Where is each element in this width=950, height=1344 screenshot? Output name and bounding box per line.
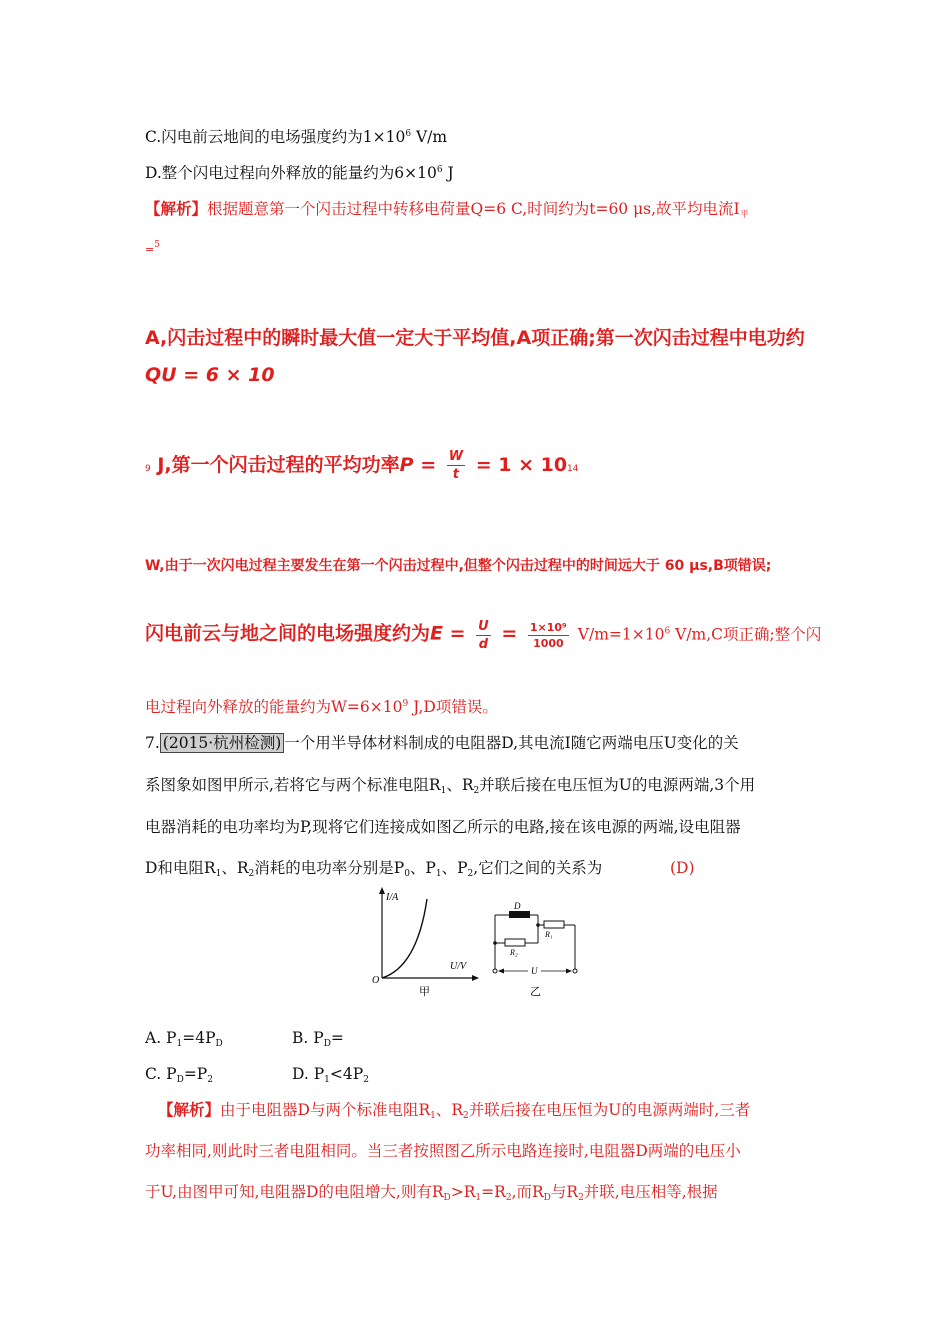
- analysis2-line-3: 于U,由图甲可知,电阻器D的电阻增大,则有$R_D>R_1=R_2$,而$R_D$与$R_2$并联,电压相等,根据: [145, 1183, 718, 1203]
- question-number: 7.: [145, 734, 160, 752]
- graph-caption: 甲: [419, 985, 430, 998]
- option-b: B. $P_D=$: [292, 1029, 344, 1049]
- graph-origin: O: [372, 975, 380, 986]
- source-tag: (2015·杭州检测): [160, 733, 284, 753]
- label-r2: R₂: [510, 948, 518, 957]
- option-c-previous: C.闪电前云地间的电场强度约为$1\times 10^6$ V/m: [145, 128, 448, 146]
- graph-x-label: U/V: [450, 961, 467, 972]
- analysis-continuation: =$^5$: [145, 240, 160, 256]
- formula-line-work-a: A,闪击过程中的瞬时最大值一定大于平均值,A项正确;第一次闪击过程中电功约: [145, 327, 805, 349]
- question-7-line-4: D和电阻$R_1$、$R_2$消耗的电功率分别是$P_0$、$P_1$、$P_2$,它们之间的关系为: [145, 859, 603, 879]
- graph-y-label: I/A: [386, 892, 399, 903]
- analysis-energy-line: 电过程向外释放的能量约为$W=6\times 10^9$ J,D项错误。: [145, 698, 498, 716]
- resistor-r1: [544, 921, 564, 928]
- figure-graph-and-circuit: [365, 885, 585, 1000]
- analysis-label: 【解析】: [145, 199, 208, 218]
- label-r1: R₁: [545, 930, 553, 939]
- option-d: D. $P_1<4P_2$: [292, 1065, 369, 1085]
- iv-graph: [372, 887, 479, 998]
- analysis2-line-1: 【解析】由于电阻器D与两个标准电阻$R_1$、$R_2$并联后接在电压恒为U的电源两端时,三者: [158, 1100, 751, 1121]
- label-d: D: [514, 901, 521, 911]
- option-d-previous: D.整个闪电过程向外释放的能量约为$6\times 10^6$ J: [145, 164, 454, 182]
- answer-label: (D): [670, 859, 695, 877]
- question-7-line-3: 电器消耗的电功率均为P,现将它们连接成如图乙所示的电路,接在该电源的两端,设电阻器: [145, 818, 741, 836]
- option-a: A. $P_1=4P_D$: [145, 1029, 223, 1049]
- analysis2-line-2: 功率相同,则此时三者电阻相同。当三者按照图乙所示电路连接时,电阻器D两端的电压小: [145, 1142, 741, 1160]
- question-7-line-1: 7. (2015·杭州检测) 一个用半导体材料制成的电阻器D,其电流I随它两端电压U变化的关: [145, 734, 739, 752]
- formula-line-power: 9 J,第一个闪击过程的平均功率P = $\frac{W}{t}$ = 1 × 1014: [145, 449, 579, 482]
- circuit-diagram: [493, 901, 577, 998]
- label-u: U: [531, 966, 538, 976]
- resistor-r2: [505, 939, 525, 946]
- component-d: [509, 911, 530, 918]
- option-c: C. $P_D=P_2$: [145, 1065, 213, 1085]
- circuit-caption: 乙: [530, 985, 541, 998]
- formula-line-b-error: W,由于一次闪电过程主要发生在第一个闪击过程中,但整个闪击过程中的时间远大于 60 μs,B项错误;: [145, 558, 772, 574]
- formula-line-field: 闪电前云与地之间的电场强度约为E = $\frac{U}{d}$ = $\frac{\text{1×10⁹}}{1000}$ $V/m=1\times 10^6$ V/m,C项正确;整个闪: [145, 619, 822, 652]
- question-7-line-2: 系图象如图甲所示,若将它与两个标准电阻$R_1$、$R_2$并联后接在电压恒为U的电源两端,3个用: [145, 776, 756, 796]
- analysis-label: 【解析】: [158, 1100, 221, 1119]
- formula-line-work-b: QU = 6 × 10: [145, 364, 275, 386]
- analysis-paragraph-1: 【解析】根据题意第一个闪击过程中转移电荷量Q=6 C,时间约为t=60 μs,故平均电流$I_平$: [145, 199, 749, 220]
